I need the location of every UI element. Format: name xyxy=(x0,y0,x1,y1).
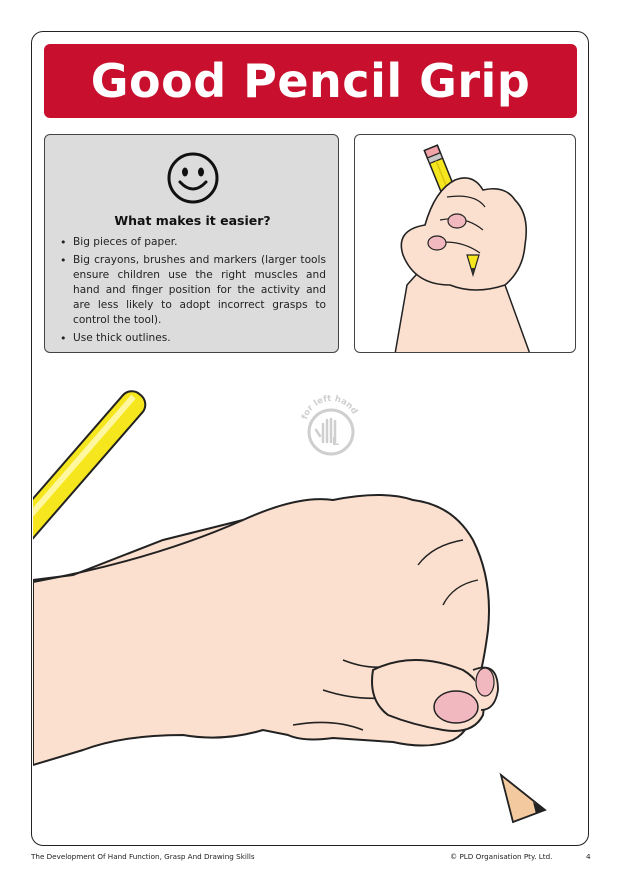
left-hand-icon xyxy=(296,392,366,462)
list-item: • Use thick outlines. xyxy=(59,331,326,346)
fist-hand-drawing xyxy=(355,135,576,353)
title-banner xyxy=(44,44,577,118)
tips-box xyxy=(44,134,339,353)
svg-text:for left hand xyxy=(300,394,359,421)
page-number: 4 xyxy=(586,852,591,861)
footer-title: The Development Of Hand Function, Grasp And Drawing Skills xyxy=(31,852,255,861)
footer-copyright: © PLD Organisation Pty. Ltd. xyxy=(450,852,553,861)
fist-grip-illustration xyxy=(354,134,576,353)
list-item: • Big pieces of paper. xyxy=(59,235,326,250)
list-item: • Big crayons, brushes and markers (larger tools ensure children use the right muscles and hand and finger position for the activity and are less likely to adopt incorrect grasps to control the tool). xyxy=(59,253,326,328)
smiley-face-icon xyxy=(166,151,220,205)
tips-heading: What makes it easier? xyxy=(114,213,271,228)
tips-list xyxy=(59,235,326,346)
watermark-text: for left hand xyxy=(300,393,360,421)
watermark-letter: L xyxy=(332,435,340,448)
page-title: Good Pencil Grip xyxy=(90,54,531,108)
